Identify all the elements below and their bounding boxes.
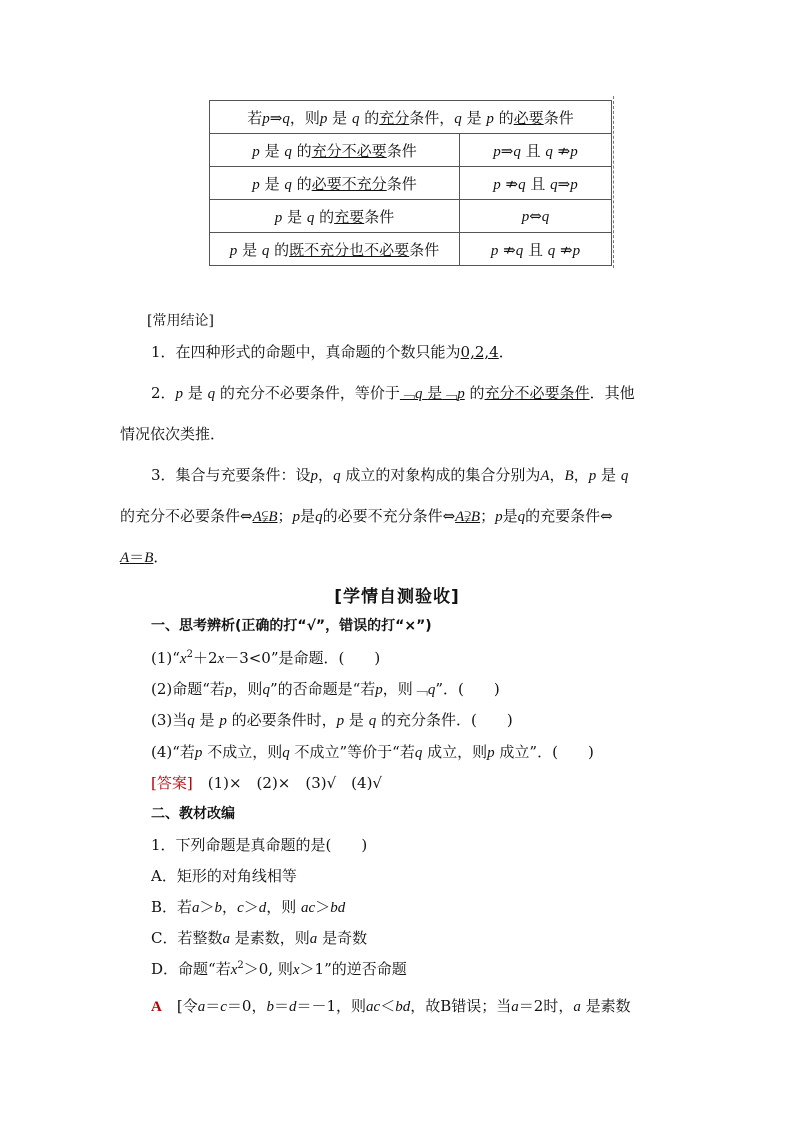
answer-label: [答案] <box>151 774 193 792</box>
conclusion-3-line2: 的充分不必要条件⇔A⫋B；p是q的必要不充分条件⇔A⫌B；p是q的充要条件⇔ <box>120 507 613 525</box>
part2-title: 二、教材改编 <box>151 806 235 822</box>
table-row <box>210 233 612 266</box>
table-row <box>210 167 612 200</box>
conclusion-2-line2: 情况依次类推． <box>120 425 226 443</box>
question-2: (2)命题“若p，则q”的否命题是“若p，则﹁q”．( ) <box>151 680 500 698</box>
option-d: D．命题“若$x^2>0$, 则x＞1”的逆否命题 <box>151 960 407 978</box>
conclusion-3-line1: 3．集合与充要条件：设p，q 成立的对象构成的集合分别为A，B，p 是 q <box>151 466 629 484</box>
table-cell-relation: p ⇏q 且 q⇒p <box>460 167 612 200</box>
table-cell-relation: p ⇏q 且 q ⇏p <box>460 233 612 266</box>
table-cell-condition: p 是 q 的充要条件 <box>210 200 460 233</box>
part1-title: 一、思考辨析(正确的打“√”，错误的打“×”) <box>151 618 432 634</box>
question-1: $(1)“x^2+2x-3<0$”是命题．( ) <box>151 649 381 667</box>
section-heading: [学情自测验收] <box>334 587 460 607</box>
table-header-cell: 若p⇒q，则p 是 q 的充分条件，q 是 p 的必要条件 <box>210 101 612 134</box>
table-row <box>210 134 612 167</box>
table-cell-relation: p⇒q 且 q ⇏p <box>460 134 612 167</box>
conclusion-3-line3: A＝B． <box>120 548 169 566</box>
solution-answer-letter: A <box>151 999 162 1015</box>
exercise-1: 1．下列命题是真命题的是( ) <box>151 836 368 854</box>
table-cell-condition: p 是 q 的必要不充分条件 <box>210 167 460 200</box>
question-4: (4)“若p 不成立，则q 不成立”等价于“若q 成立，则p 成立”．( ) <box>151 743 594 761</box>
conclusions-title: [常用结论] <box>147 313 214 329</box>
table-header-row <box>210 101 612 134</box>
table-cell-relation: p⇔q <box>460 200 612 233</box>
conclusion-2-line1: 2．p 是 q 的充分不必要条件，等价于﹁q 是﹁p 的充分不必要条件．其他 <box>151 384 635 402</box>
option-b: B．若a＞b，c＞d，则 ac＞bd <box>151 898 346 916</box>
condition-table <box>209 100 612 266</box>
answer-line: [答案] (1)× (2)× (3)√ (4)√ <box>151 774 382 792</box>
table-row <box>210 200 612 233</box>
option-c: C．若整数a 是素数，则a 是奇数 <box>151 929 368 947</box>
conclusion-1: 1．在四种形式的命题中，真命题的个数只能为0,2,4． <box>151 343 514 361</box>
table-cell-condition: p 是 q 的既不充分也不必要条件 <box>210 233 460 266</box>
table-right-border-dashed <box>613 96 614 268</box>
solution-line: A [令a＝c＝0，b＝d＝－1，则ac＜bd，故B错误；当a＝2时，a 是素数 <box>151 997 631 1015</box>
table-cell-condition: p 是 q 的充分不必要条件 <box>210 134 460 167</box>
option-a: A．矩形的对角线相等 <box>151 867 297 885</box>
question-3: (3)当q 是 p 的必要条件时，p 是 q 的充分条件．( ) <box>151 711 513 729</box>
